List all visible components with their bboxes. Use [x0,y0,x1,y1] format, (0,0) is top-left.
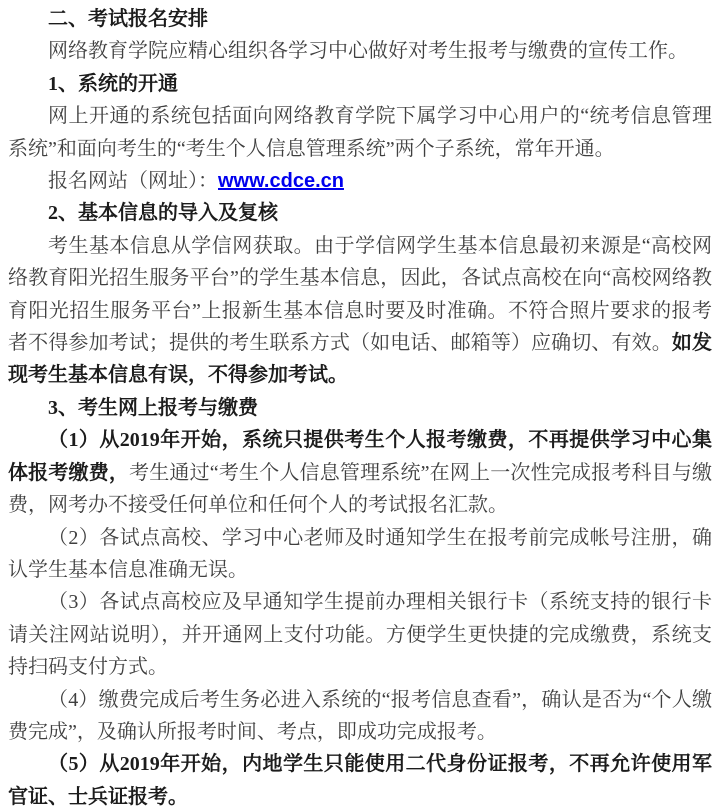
paragraph-text: 网上开通的系统包括面向网络教育学院下属学习中心用户的“统考信息管理系统”和面向考生的“考生个人信息管理系统”两个子系统，常年开通。 [8,105,712,160]
paragraph-registration-website [8,165,712,197]
paragraph-item-3-bank-card [8,586,712,683]
heading-system-opening: 1、系统的开通 [48,72,178,95]
registration-website-label: 报名网站（网址）： [48,170,218,193]
paragraph-text: 考生通过“考生个人信息管理系统”在网上一次性完成报考科目与缴费，网考办不接受任何单位和任何个人的考试报名汇款。 [8,461,712,517]
paragraph-publicity-work [8,35,712,67]
paragraph-item-1-individual-payment [8,424,712,521]
paragraph-basic-info-source [8,230,712,392]
registration-website-link[interactable]: www.cdce.cn [218,170,344,193]
paragraph-text: （4）缴费完成后考生务必进入系统的“报考信息查看”，确认是否为“个人缴费完成”，及确认所报考时间、考点，即成功完成报考。 [8,688,712,743]
paragraph-item-4-payment-confirmation [8,684,712,749]
paragraph-text: （3）各试点高校应及早通知学生提前办理相关银行卡（系统支持的银行卡请关注网站说明），并开通网上支付功能。方便学生更快捷的完成缴费，系统支持扫码支付方式。 [8,591,712,679]
paragraph-bold-warning: 如发现考生基本信息有误，不得参加考试。 [8,332,713,387]
paragraph-text: 考生基本信息从学信网获取。由于学信网学生基本信息最初来源是“高校网络教育阳光招生服务平台”的学生基本信息，因此，各试点高校在向“高校网络教育阳光招生服务平台”上报新生基本信息时要及时准确。不符合照片要求的报考者不得参加考试；提供的考生联系方式（如电话、邮箱等）应确切、有效。 [8,234,712,355]
heading-basic-info-import-review: 2、基本信息的导入及复核 [48,202,278,225]
heading-exam-registration-arrangement: 二、考试报名安排 [48,8,208,30]
heading-online-registration-payment: 3、考生网上报考与缴费 [48,396,258,419]
paragraph-text: 网络教育学院应精心组织各学习中心做好对考生报考与缴费的宣传工作。 [48,40,688,63]
paragraph-item-5-id-card-requirement [8,748,712,808]
paragraph-item-2-account-registration [8,522,712,587]
paragraph-text: （2）各试点高校、学习中心老师及时通知学生在报考前完成帐号注册，确认学生基本信息准确无误。 [8,526,712,581]
paragraph-bold-text: （1）从2019年开始，系统只提供考生个人报考缴费，不再提供学习中心集体报考缴费， [8,429,712,484]
paragraph-system-description [8,100,712,165]
paragraph-bold-text: （5）从2019年开始，内地学生只能使用二代身份证报考，不再允许使用军官证、士兵证报考。 [8,753,712,808]
